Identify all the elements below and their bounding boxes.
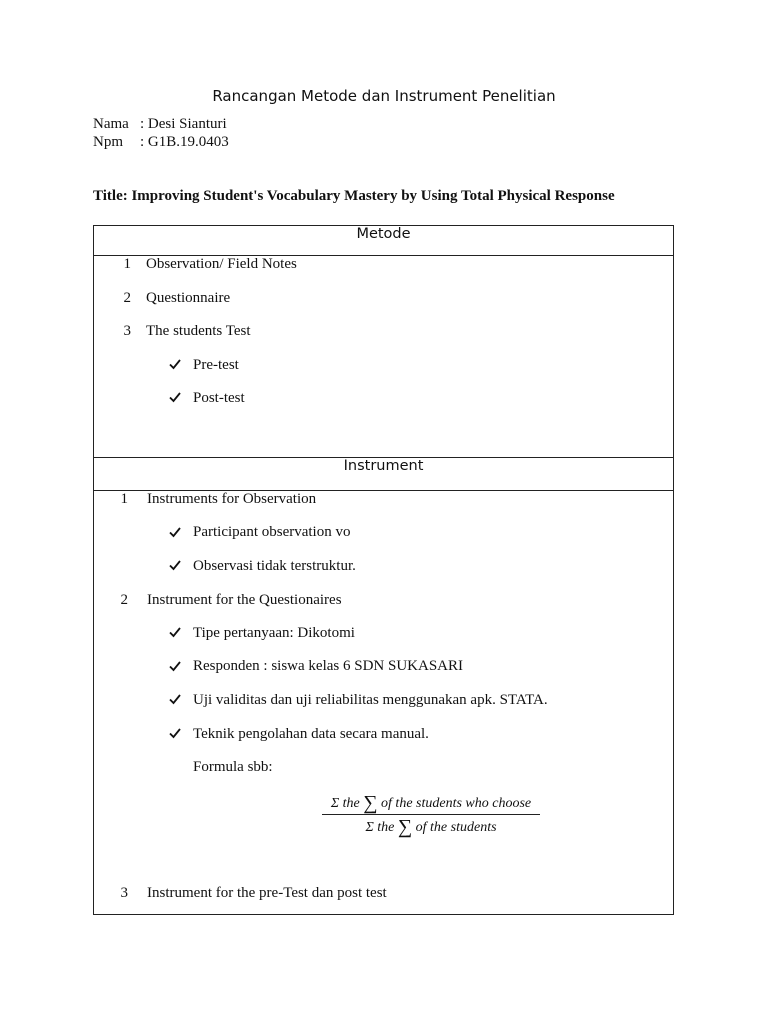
formula-text: Σ the (365, 820, 395, 835)
fraction-bar (322, 814, 540, 815)
list-item-number: 2 (120, 592, 128, 608)
formula (322, 790, 540, 838)
checkmark-icon (168, 692, 182, 706)
formula-text: of the students who choose (381, 796, 532, 811)
checkmark-icon (168, 625, 182, 639)
formula-numerator (322, 792, 540, 815)
list-item: Observation/ Field Notes (146, 256, 297, 272)
formula-label: Formula sbb: (193, 759, 273, 775)
document-heading: Rancangan Metode dan Instrument Penelitian (212, 87, 556, 105)
npm-value: : G1B.19.0403 (140, 134, 229, 150)
research-title: Title: Improving Student's Vocabulary Mastery by Using Total Physical Response (93, 188, 615, 204)
list-item-number: 3 (120, 885, 128, 901)
list-item: Instruments for Observation (147, 491, 317, 507)
list-item: The students Test (146, 323, 251, 339)
formula-text: of the students (415, 820, 497, 835)
summation-icon: ∑ (363, 792, 378, 814)
sub-list-item: Uji validitas dan uji reliabilitas menggunakan apk. STATA. (193, 692, 548, 708)
metode-header: Metode (356, 226, 411, 242)
checkmark-icon (168, 525, 182, 539)
list-item: Instrument for the Questionaires (147, 592, 342, 608)
sub-list-item: Post-test (193, 390, 245, 406)
checkmark-icon (168, 390, 182, 404)
name-value: : Desi Sianturi (140, 116, 227, 132)
sub-list-item: Responden : siswa kelas 6 SDN SUKASARI (193, 658, 463, 674)
checkmark-icon (168, 357, 182, 371)
npm-label: Npm (93, 134, 123, 150)
list-item-number: 1 (120, 491, 128, 507)
checkmark-icon (168, 558, 182, 572)
checkmark-icon (168, 726, 182, 740)
list-item-number: 2 (123, 290, 131, 306)
instrument-header: Instrument (343, 458, 424, 474)
checkmark-icon (168, 659, 182, 673)
list-item-number: 1 (123, 256, 131, 272)
sub-list-item: Tipe pertanyaan: Dikotomi (193, 625, 355, 641)
sub-list-item: Observasi tidak terstruktur. (193, 558, 356, 574)
formula-denominator (322, 816, 540, 839)
name-label: Nama (93, 116, 129, 132)
list-item: Instrument for the pre-Test dan post test (147, 885, 387, 901)
formula-text: Σ the (330, 796, 360, 811)
name-row (93, 115, 227, 133)
npm-row (93, 133, 229, 151)
sub-list-item: Participant observation vo (193, 524, 351, 540)
sub-list-item: Pre-test (193, 357, 239, 373)
list-item: Questionnaire (146, 290, 231, 306)
list-item-number: 3 (123, 323, 131, 339)
summation-icon: ∑ (397, 816, 413, 838)
sub-list-item: Teknik pengolahan data secara manual. (193, 726, 429, 742)
